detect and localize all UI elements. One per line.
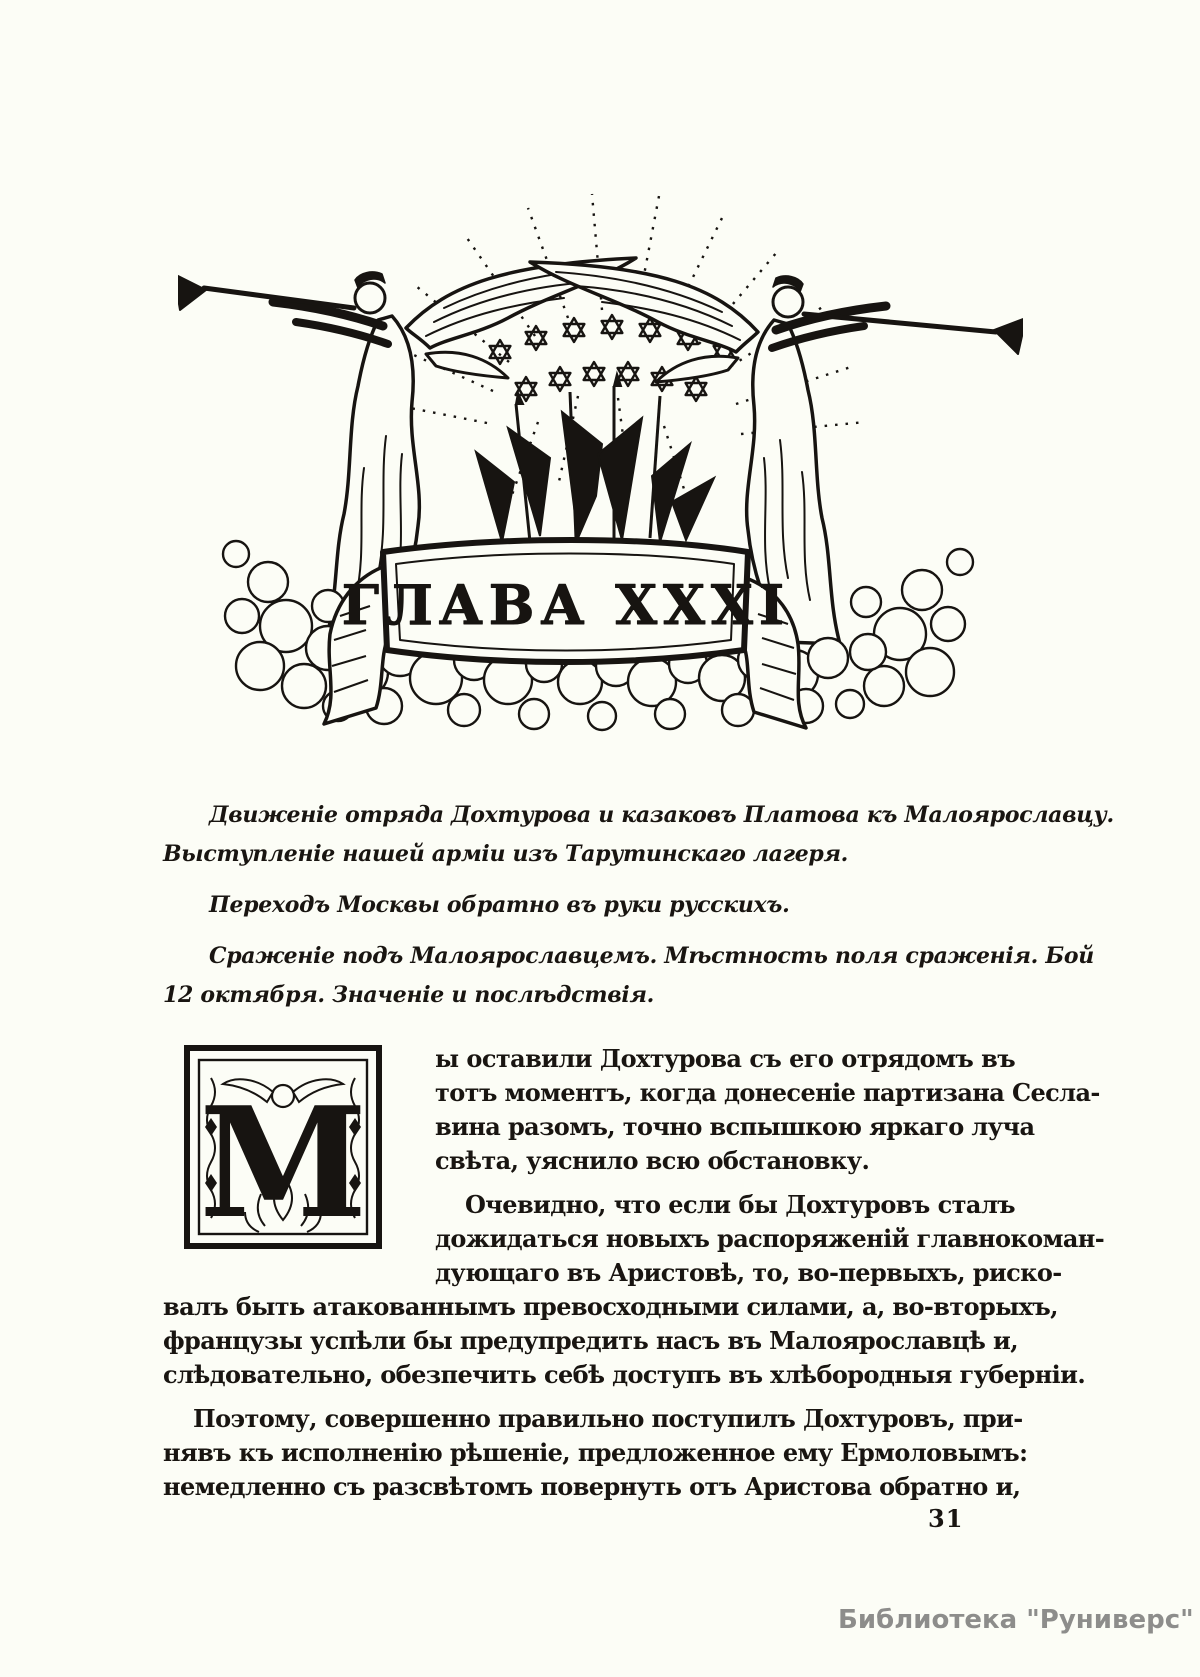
text-line: Сраженіе подъ Малоярославцемъ. Мѣстность поля сраженія. Бой (209, 943, 1094, 969)
text-line: Переходъ Москвы обратно въ руки русскихъ. (209, 892, 790, 918)
page-number: 31 (928, 1504, 964, 1533)
engraving-svg (178, 186, 1023, 738)
body-text (163, 1042, 1105, 1504)
text-line: Движеніе отряда Дохтурова и казаковъ Платова къ Малоярославцу. (209, 802, 1114, 828)
text-line: вина разомъ, точно вспышкою яркаго луча (435, 1112, 1035, 1141)
text-line: дующаго въ Аристовѣ, то, во-первыхъ, риско- (435, 1258, 1062, 1287)
text-line: ы оставили Дохтурова съ его отрядомъ въ (435, 1044, 1015, 1073)
text-line: слѣдовательно, обезпечить себѣ доступъ въ хлѣбородныя губерніи. (163, 1360, 1086, 1389)
text-line: Выступленіе нашей арміи изъ Тарутинскаго лагеря. (163, 841, 849, 867)
text-line: тотъ моментъ, когда донесеніе партизана Сесла- (435, 1078, 1100, 1107)
paragraph (163, 937, 1094, 1015)
battle-flags-icon (476, 374, 714, 542)
text-line: 12 октября. Значеніе и послѣдствія. (163, 982, 655, 1008)
chapter-banner-title: ГЛАВА XXXI (341, 573, 791, 637)
text-line: немедленно съ разсвѣтомъ повернуть отъ Аристова обратно и, (163, 1472, 1021, 1501)
text-line: дожидаться новыхъ распоряженій главнокоман- (435, 1224, 1105, 1253)
chapter-header-engraving (178, 186, 1023, 738)
drop-cap-letter: М (199, 1073, 367, 1250)
paragraph (163, 886, 1015, 925)
library-watermark: Библиотека "Руниверс" (838, 1605, 1194, 1635)
drop-cap-ornament-icon (183, 1044, 383, 1250)
chapter-summary (163, 796, 1114, 1015)
text-line: свѣта, уяснило всю обстановку. (435, 1146, 870, 1175)
text-line: Очевидно, что если бы Дохтуровъ сталъ (465, 1190, 1015, 1219)
text-line: нявъ къ исполненію рѣшеніе, предложенное ему Ермоловымъ: (163, 1438, 1028, 1467)
paragraph (163, 796, 1114, 874)
text-line: французы успѣли бы предупредить насъ въ Малоярославцѣ и, (163, 1326, 1018, 1355)
paragraph (163, 1402, 1028, 1504)
text-line: Поэтому, совершенно правильно поступилъ Дохтуровъ, при- (193, 1404, 1023, 1433)
text-line: валъ быть атакованнымъ превосходными силами, а, во-вторыхъ, (163, 1292, 1058, 1321)
drop-cap (183, 1044, 407, 1286)
